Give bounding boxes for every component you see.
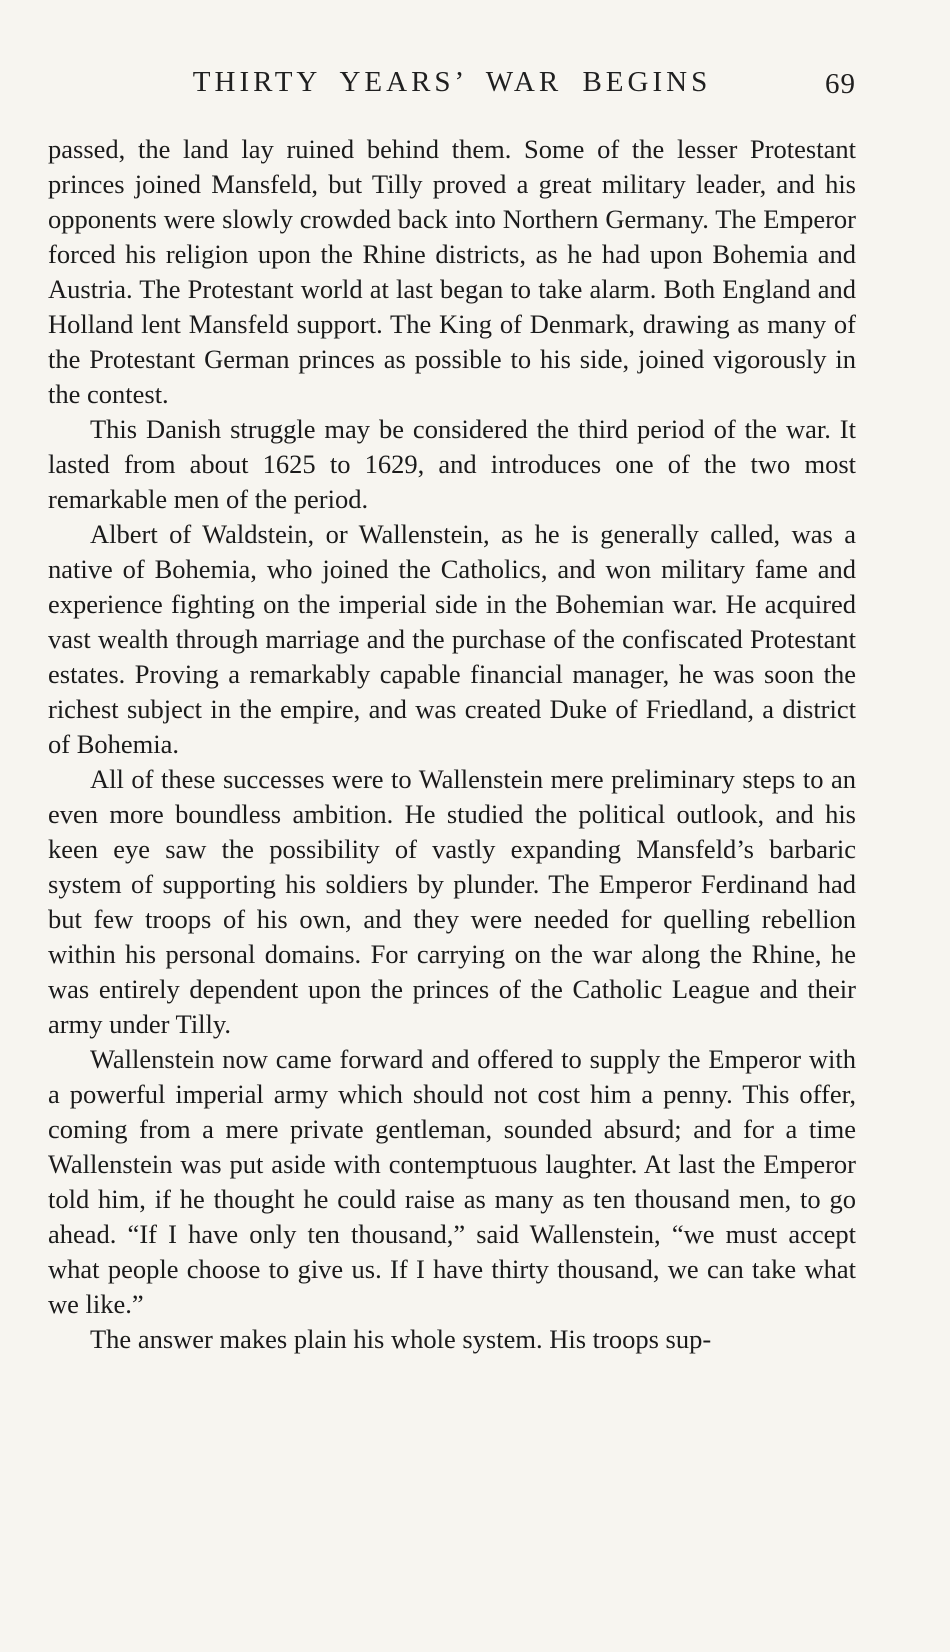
paragraph: This Danish struggle may be considered the third period of the war. It lasted from about 1625 to 1629, and introduces one of the two most remarkable men of the period. (48, 414, 856, 514)
running-header-title: THIRTY YEARS’ WAR BEGINS (192, 66, 712, 98)
paragraph: The answer makes plain his whole system. His troops sup- (90, 1324, 712, 1354)
paragraph: passed, the land lay ruined behind them. Some of the lesser Protestant princes joined Mansfeld, but Tilly proved a great military leader, and his opponents were slowly crowded back into Northern Germany. The Emperor forced his religion upon the Rhine districts, as he had upon Bohemia and Austria. The Protestant world at last began to take alarm. Both England and Holland lent Mansfeld support. The King of Denmark, drawing as many of the Protestant German princes as possible to his side, joined vigorously in the contest. (48, 134, 856, 409)
paragraph: All of these successes were to Wallenstein mere preliminary steps to an even more boundless ambition. He studied the political outlook, and his keen eye saw the possibility of vastly expanding Mansfeld’s barbaric system of supporting his soldiers by plunder. The Emperor Ferdinand had but few troops of his own, and they were needed for quelling rebellion within his personal domains. For carrying on the war along the Rhine, he was entirely dependent upon the princes of the Catholic League and their army under Tilly. (48, 764, 856, 1039)
paragraph: Albert of Waldstein, or Wallenstein, as he is generally called, was a native of Bohemia, who joined the Catholics, and won military fame and experience fighting on the imperial side in the Bohemian war. He acquired vast wealth through marriage and the purchase of the confiscated Protestant estates. Proving a remarkably capable financial manager, he was soon the richest subject in the empire, and was created Duke of Friedland, a district of Bohemia. (48, 519, 856, 759)
body-text (48, 132, 856, 1357)
running-header (48, 66, 856, 110)
page-number: 69 (825, 68, 856, 100)
paragraph: Wallenstein now came forward and offered to supply the Emperor with a powerful imperial army which should not cost him a penny. This offer, coming from a mere private gentleman, sounded absurd; and for a time Wallenstein was put aside with contemptuous laughter. At last the Emperor told him, if he thought he could raise as many as ten thousand men, to go ahead. “If I have only ten thousand,” said Wallenstein, “we must accept what people choose to give us. If I have thirty thousand, we can take what we like.” (48, 1044, 856, 1319)
